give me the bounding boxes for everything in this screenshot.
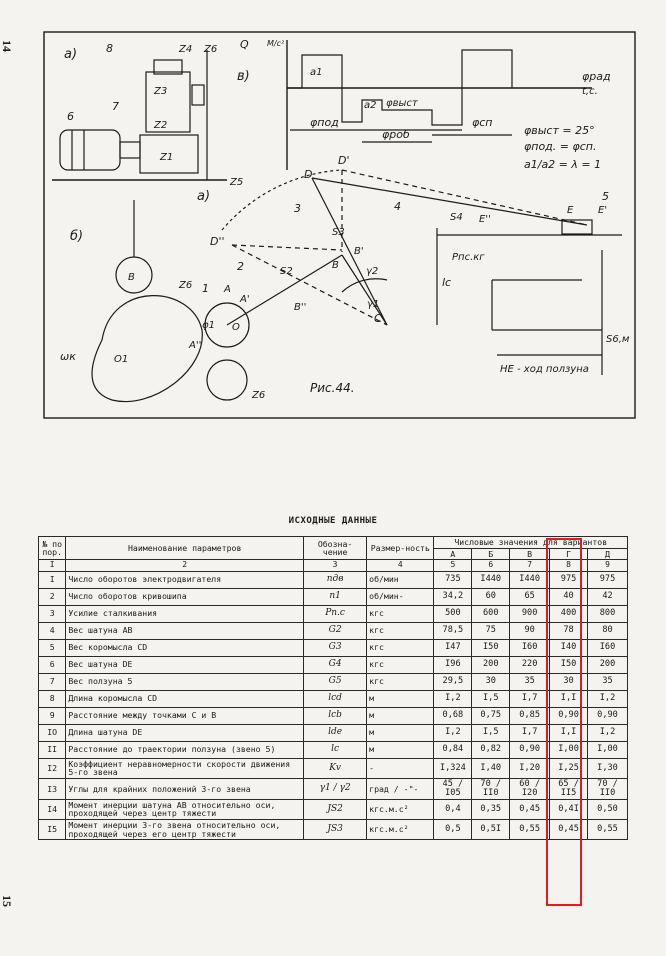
label-D2: D'' (210, 235, 225, 248)
parameter-name: Вес коромысла CD (66, 639, 304, 656)
label-qo: Q (240, 38, 249, 51)
label-phi-rob: φроб (382, 128, 410, 141)
parameter-name: Коэффициент неравномерности скорости движения 5-го звена (66, 758, 304, 778)
index-cell: 5 (434, 560, 472, 571)
header-values: Числовые значения для вариантов (434, 537, 628, 549)
parameter-symbol: n1 (304, 588, 367, 605)
variant-value-1: I50 (472, 639, 510, 656)
variant-value-2: 220 (510, 656, 550, 673)
header-no: № по пор. (39, 537, 66, 560)
variant-value-2: I,7 (510, 690, 550, 707)
label-n4: 4 (394, 200, 401, 213)
variant-value-4: I,2 (587, 724, 627, 741)
parameter-name: Вес шатуна AB (66, 622, 304, 639)
label-A: A (224, 284, 231, 295)
variant-value-0: I47 (434, 639, 472, 656)
row-number: IO (39, 724, 66, 741)
variant-value-3: I50 (550, 656, 588, 673)
label-z4: Z4 (179, 44, 193, 55)
label-a-mech: а) (197, 189, 211, 204)
parameter-name: Число оборотов электродвигателя (66, 571, 304, 588)
eq-phi-pod: φпод. = φсп. (524, 140, 597, 153)
label-E1: E' (598, 205, 608, 216)
label-a-top: а) (64, 47, 78, 62)
parameter-unit: кгс (367, 605, 434, 622)
table-row (39, 588, 628, 605)
variant-value-4: 975 (587, 571, 627, 588)
parameter-symbol: nдв (304, 571, 367, 588)
table-row (39, 724, 628, 741)
label-D1: D' (338, 154, 350, 167)
label-phi-rad: φрад (582, 70, 611, 83)
parameter-unit: м (367, 690, 434, 707)
row-number: 4 (39, 622, 66, 639)
row-number: 3 (39, 605, 66, 622)
variant-value-1: 75 (472, 622, 510, 639)
variant-value-4: I,30 (587, 758, 627, 778)
variant-value-0: 0,4 (434, 799, 472, 819)
label-gearbox: 8 (106, 42, 113, 55)
parameter-name: Число оборотов кривошипа (66, 588, 304, 605)
variant-value-0: 29,5 (434, 673, 472, 690)
label-z5: Z5 (230, 177, 244, 188)
variant-value-0: 78,5 (434, 622, 472, 639)
label-v-top: в) (237, 69, 250, 84)
label-phi-sp: φсп (472, 116, 493, 129)
parameter-symbol: G5 (304, 673, 367, 690)
eq-lambda: a1/a2 = λ = 1 (524, 158, 602, 171)
header-unit: Размер-ность (367, 537, 434, 560)
label-sem: S6,м (606, 334, 630, 345)
table-body (39, 560, 628, 840)
label-E2: E'' (479, 214, 491, 225)
variant-value-1: 0,75 (472, 707, 510, 724)
table-row (39, 656, 628, 673)
variant-value-3: 975 (550, 571, 588, 588)
index-cell: 2 (66, 560, 304, 571)
label-phi1: φ1 (202, 320, 215, 331)
variant-value-1: 600 (472, 605, 510, 622)
parameter-unit: - (367, 758, 434, 778)
row-number: 6 (39, 656, 66, 673)
label-z6-top: Z6 (204, 44, 218, 55)
parameter-symbol: JS2 (304, 799, 367, 819)
table-row (39, 571, 628, 588)
parameter-symbol: lcb (304, 707, 367, 724)
variant-value-3: 65 / II5 (550, 778, 588, 799)
parameter-symbol: lc (304, 741, 367, 758)
variant-value-3: 0,90 (550, 707, 588, 724)
parameter-name: Длина коромысла CD (66, 690, 304, 707)
variant-value-0: I,324 (434, 758, 472, 778)
variant-value-2: 65 (510, 588, 550, 605)
variant-value-3: 30 (550, 673, 588, 690)
table-title: ИСХОДНЫЕ ДАННЫЕ (288, 516, 378, 526)
variant-value-3: I,25 (550, 758, 588, 778)
label-gamma1: γ1 (367, 299, 380, 310)
variant-value-3: 40 (550, 588, 588, 605)
label-n5: 5 (602, 190, 609, 203)
label-A2: A'' (189, 340, 202, 351)
variant-value-4: 200 (587, 656, 627, 673)
label-lc: lc (442, 276, 452, 289)
variant-value-2: 900 (510, 605, 550, 622)
variant-value-1: 70 / II0 (472, 778, 510, 799)
label-gamma2: γ2 (366, 266, 379, 277)
variant-value-2: I60 (510, 639, 550, 656)
parameter-symbol: lde (304, 724, 367, 741)
variant-value-2: I,7 (510, 724, 550, 741)
row-number: 9 (39, 707, 66, 724)
variant-value-4: I,2 (587, 690, 627, 707)
variant-value-1: I,5 (472, 690, 510, 707)
parameter-symbol: Kv (304, 758, 367, 778)
header-name: Наименование параметров (66, 537, 304, 560)
variant-value-2: I440 (510, 571, 550, 588)
variant-value-4: 42 (587, 588, 627, 605)
variant-value-1: I440 (472, 571, 510, 588)
label-n3: 3 (294, 202, 301, 215)
parameter-name: Вес шатуна DE (66, 656, 304, 673)
variant-value-0: 0,84 (434, 741, 472, 758)
parameter-name: Расстояние до траектории ползуна (звено 5) (66, 741, 304, 758)
cam-outline (92, 296, 202, 402)
variant-value-1: 0,82 (472, 741, 510, 758)
header-row (39, 537, 628, 549)
variant-value-4: 70 / II0 (587, 778, 627, 799)
row-number: I5 (39, 820, 66, 840)
variant-value-3: I,I (550, 690, 588, 707)
parameter-unit: кгс (367, 639, 434, 656)
variant-value-3: 0,4I (550, 799, 588, 819)
parameter-unit: м (367, 741, 434, 758)
table-row (39, 820, 628, 840)
table-row (39, 707, 628, 724)
label-S3: S3 (332, 227, 345, 238)
variant-value-4: 0,55 (587, 820, 627, 840)
index-cell: 4 (367, 560, 434, 571)
parameters-table (38, 536, 628, 840)
table-row (39, 690, 628, 707)
label-B-cam: B (128, 272, 135, 283)
label-B: B (332, 260, 339, 271)
variant-value-1: 60 (472, 588, 510, 605)
variant-value-4: I,00 (587, 741, 627, 758)
parameter-unit: град / -"- (367, 778, 434, 799)
variant-value-3: 400 (550, 605, 588, 622)
index-cell: I (39, 560, 66, 571)
figure-caption: Рис.44. (310, 381, 355, 395)
variant-value-2: 35 (510, 673, 550, 690)
index-cell: 8 (550, 560, 588, 571)
label-S4: S4 (450, 212, 463, 223)
label-A1: A' (240, 294, 250, 305)
variant-value-4: I60 (587, 639, 627, 656)
label-motor: 6 (67, 110, 74, 123)
row-number: I3 (39, 778, 66, 799)
table-row (39, 605, 628, 622)
parameter-unit: кгс (367, 673, 434, 690)
parameter-name: Длина шатуна DE (66, 724, 304, 741)
label-n2: 2 (237, 260, 244, 273)
parameter-unit: кгс (367, 622, 434, 639)
variant-d: Д (587, 548, 627, 560)
row-number: II (39, 741, 66, 758)
parameter-symbol: Pп.с (304, 605, 367, 622)
gear-z5-circle (207, 360, 247, 400)
variant-value-4: 80 (587, 622, 627, 639)
parameter-symbol: G2 (304, 622, 367, 639)
label-hE: HE - ход ползуна (500, 364, 589, 375)
parameter-name: Углы для крайних положений 3-го звена (66, 778, 304, 799)
label-C: C (374, 312, 382, 325)
label-B2: B'' (294, 302, 307, 313)
parameter-symbol: lcd (304, 690, 367, 707)
motor-shape (60, 130, 120, 170)
variant-value-1: I,40 (472, 758, 510, 778)
mechanism-drawing (42, 30, 637, 420)
row-number: 2 (39, 588, 66, 605)
variant-value-3: 0,45 (550, 820, 588, 840)
label-z6-side: Z6 (179, 280, 193, 291)
label-E: E (567, 205, 574, 216)
variant-value-1: 0,5I (472, 820, 510, 840)
variant-value-1: 200 (472, 656, 510, 673)
variant-value-0: 45 / I05 (434, 778, 472, 799)
variant-value-0: 34,2 (434, 588, 472, 605)
label-b-left: б) (70, 229, 84, 244)
label-a1: a1 (310, 67, 323, 78)
variant-value-4: 0,50 (587, 799, 627, 819)
index-cell: 3 (304, 560, 367, 571)
table-row (39, 741, 628, 758)
variant-value-3: I,00 (550, 741, 588, 758)
eq-phi-vyst: φвыст = 25° (524, 124, 595, 137)
parameter-unit: м (367, 707, 434, 724)
label-qo-unit: M/c² (267, 39, 285, 48)
page-number-top: 14 (0, 40, 14, 52)
label-omega: ωк (60, 350, 76, 363)
parameter-symbol: G3 (304, 639, 367, 656)
parameter-unit: м (367, 724, 434, 741)
table-row (39, 639, 628, 656)
variant-value-4: 0,90 (587, 707, 627, 724)
table-row (39, 758, 628, 778)
label-D: D (304, 168, 313, 181)
variant-value-0: I96 (434, 656, 472, 673)
row-number: 5 (39, 639, 66, 656)
variant-value-2: 0,90 (510, 741, 550, 758)
parameter-unit: кгс.м.с² (367, 799, 434, 819)
row-number: 8 (39, 690, 66, 707)
parameter-symbol: γ1 / γ2 (304, 778, 367, 799)
variant-b: Б (472, 548, 510, 560)
page-number-bottom: 15 (0, 895, 14, 907)
parameter-unit: об/мин (367, 571, 434, 588)
row-number: 7 (39, 673, 66, 690)
variant-value-0: I,2 (434, 724, 472, 741)
label-z1: Z1 (160, 152, 174, 163)
parameter-name: Усилие сталкивания (66, 605, 304, 622)
variant-value-2: 0,55 (510, 820, 550, 840)
label-coupling: 7 (112, 100, 119, 113)
variant-value-0: 500 (434, 605, 472, 622)
label-tc: t,c. (582, 86, 598, 97)
variant-value-2: 0,45 (510, 799, 550, 819)
label-p-force: Pпс.кг (452, 252, 485, 263)
parameter-symbol: G4 (304, 656, 367, 673)
variant-value-2: 0,85 (510, 707, 550, 724)
variant-value-1: 0,35 (472, 799, 510, 819)
index-cell: 7 (510, 560, 550, 571)
mechanism-figure (42, 30, 637, 420)
variant-value-3: I40 (550, 639, 588, 656)
parameter-name: Момент инерции шатуна AB относительно оси, проходящей через центр тяжести (66, 799, 304, 819)
variant-value-2: 60 / I20 (510, 778, 550, 799)
label-z3: Z3 (154, 86, 168, 97)
label-a2: a2 (364, 100, 377, 111)
label-S2: S2 (280, 266, 293, 277)
index-cell: 6 (472, 560, 510, 571)
parameter-name: Вес ползуна 5 (66, 673, 304, 690)
label-O1: O1 (114, 354, 129, 365)
parameter-name: Расстояние между точками C и B (66, 707, 304, 724)
label-B1: B' (354, 246, 364, 257)
index-cell: 9 (587, 560, 627, 571)
label-O: O (232, 322, 240, 333)
table-row (39, 778, 628, 799)
parameter-unit: кгс (367, 656, 434, 673)
row-number: I4 (39, 799, 66, 819)
variant-value-1: I,5 (472, 724, 510, 741)
variant-value-2: 90 (510, 622, 550, 639)
label-n1: 1 (202, 282, 209, 295)
row-number: I (39, 571, 66, 588)
variant-value-0: 0,5 (434, 820, 472, 840)
row-number: I2 (39, 758, 66, 778)
parameter-unit: кгс.м.с² (367, 820, 434, 840)
figure-frame (44, 32, 635, 418)
header-symbol: Обозна-чение (304, 537, 367, 560)
label-z2: Z2 (154, 120, 168, 131)
index-row (39, 560, 628, 571)
variant-value-4: 800 (587, 605, 627, 622)
table-row (39, 799, 628, 819)
label-phi-pod: φпод (310, 116, 339, 129)
table-row (39, 673, 628, 690)
variant-value-0: I,2 (434, 690, 472, 707)
table-row (39, 622, 628, 639)
parameter-symbol: JS3 (304, 820, 367, 840)
variant-value-2: I,20 (510, 758, 550, 778)
variant-value-1: 30 (472, 673, 510, 690)
variant-value-0: 735 (434, 571, 472, 588)
label-z6-low: Z6 (252, 390, 266, 401)
label-phi-vyst: φвыст (386, 98, 418, 109)
variant-a: А (434, 548, 472, 560)
variant-value-4: 35 (587, 673, 627, 690)
variant-g: Г (550, 548, 588, 560)
parameter-unit: об/мин- (367, 588, 434, 605)
variant-value-3: 78 (550, 622, 588, 639)
variant-value-0: 0,68 (434, 707, 472, 724)
parameter-name: Момент инерции 3-го звена относительно оси, проходящей через его центр тяжести (66, 820, 304, 840)
variant-v: В (510, 548, 550, 560)
variant-value-3: I,I (550, 724, 588, 741)
